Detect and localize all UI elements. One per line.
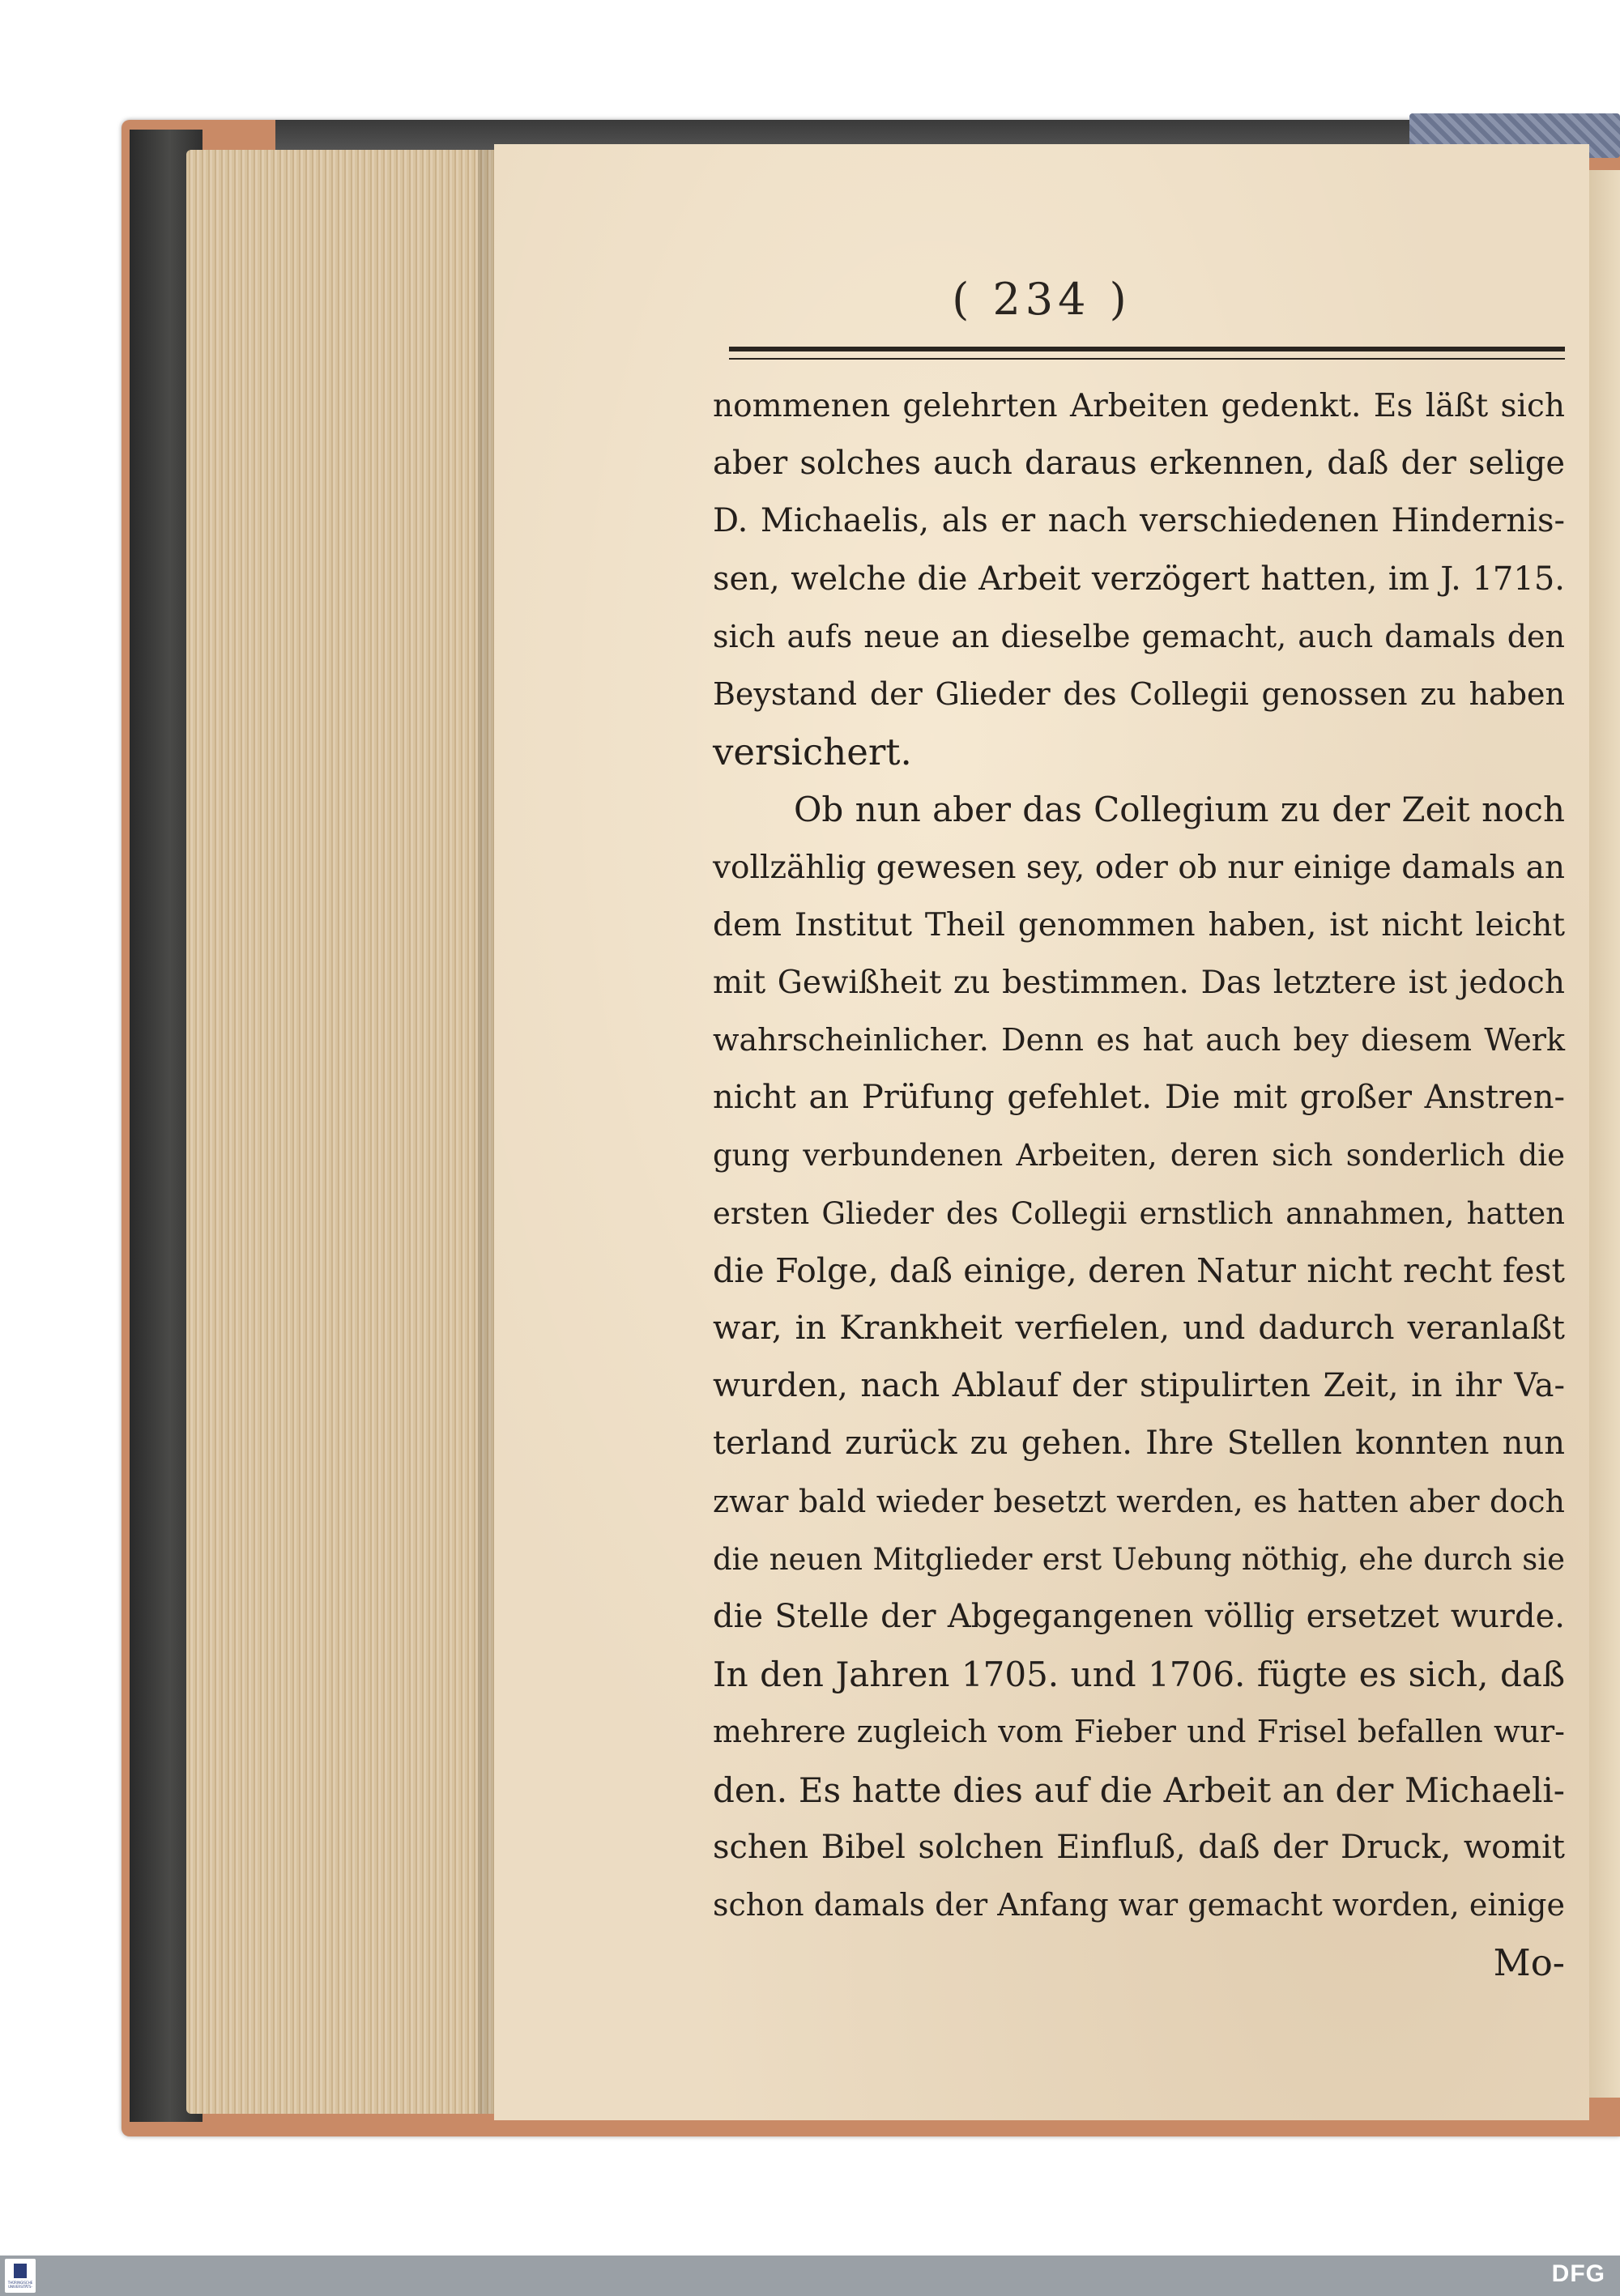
text-line: die neuen Mitglieder erst Uebung nöthig, ehe durch sie [713,1541,1565,1577]
text-line: In den Jahren 1705. und 1706. fügte es sich, daß [713,1655,1565,1695]
text-line: wahrscheinlicher. Denn es hat auch bey diesem Werk [713,1022,1565,1059]
text-line: mehrere zugleich vom Fieber und Frisel befallen wur- [713,1714,1565,1750]
text-line: aber solches auch daraus erkennen, daß der selige [713,445,1565,483]
text-line: schon damals der Anfang war gemacht worden, einige [713,1886,1565,1923]
text-line: dem Institut Theil genommen haben, ist nicht leicht [713,906,1565,944]
library-logo-text: THÜRINGISCHE UNIVERSITÄTS- [7,2281,33,2289]
page-body [713,377,1565,1991]
text-line: Beystand der Glieder des Collegii genossen zu haben [713,675,1565,712]
header-rule [729,347,1565,360]
text-line: terland zurück zu gehen. Ihre Stellen konnten nun [713,1425,1565,1463]
text-line: nommenen gelehrten Arbeiten gedenkt. Es läßt sich [713,388,1565,424]
text-line: die Folge, daß einige, deren Natur nicht recht fest [713,1250,1565,1290]
text-line: Ob nun aber das Collegium zu der Zeit noch [794,790,1565,830]
catchword: Mo- [1493,1941,1565,1985]
book-page [494,144,1589,2120]
text-line: versichert. [713,731,912,774]
dfg-logo: DFG [1551,2260,1605,2287]
library-logo-icon [5,2259,36,2293]
text-line: nicht an Prüfung gefehlet. Die mit großer Anstren- [713,1079,1565,1117]
library-emblem-icon [14,2264,27,2278]
text-line: schen Bibel solchen Einfluß, daß der Druck, womit [713,1828,1565,1866]
text-line: D. Michaelis, als er nach verschiedenen Hindernis- [713,502,1565,540]
text-line: die Stelle der Abgegangenen völlig ersetzet wurde. [713,1597,1565,1635]
text-line: sen, welche die Arbeit verzögert hatten, im J. 1715. [713,560,1565,598]
text-line: war, in Krankheit verfielen, und dadurch veranlaßt [713,1310,1565,1347]
viewer-footer-bar [0,2256,1620,2296]
text-line: mit Gewißheit zu bestimmen. Das letztere ist jedoch [713,964,1565,1001]
text-line: den. Es hatte dies auf die Arbeit an der Michaeli- [713,1770,1565,1810]
page-block-edges [186,150,494,2114]
text-line: vollzählig gewesen sey, oder ob nur einige damals an [713,849,1565,886]
text-line: zwar bald wieder besetzt werden, es hatten aber doch [713,1483,1565,1519]
text-line: sich aufs neue an dieselbe gemacht, auch damals den [713,618,1565,654]
text-line: wurden, nach Ablauf der stipulirten Zeit, in ihr Va- [713,1367,1565,1405]
page-number: ( 234 ) [952,274,1132,325]
text-line: gung verbundenen Arbeiten, deren sich sonderlich die [713,1138,1565,1174]
text-line: ersten Glieder des Collegii ernstlich annahmen, hatten [713,1195,1565,1231]
